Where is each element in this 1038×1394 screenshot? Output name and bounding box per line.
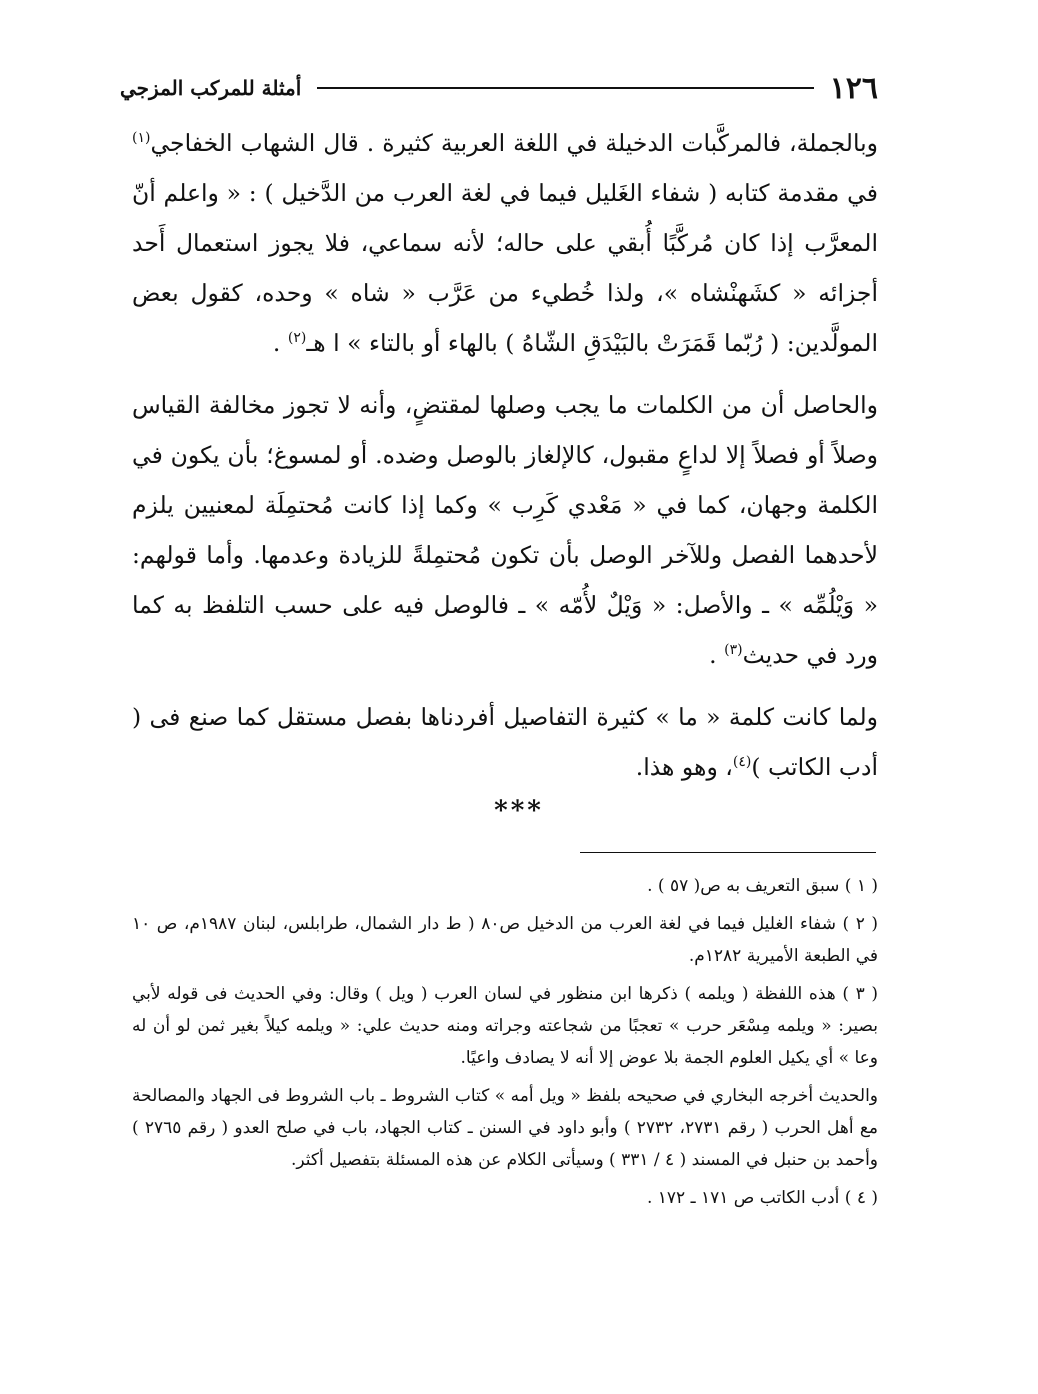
- paragraph-2-part-b: .: [709, 641, 725, 669]
- paragraph-1-part-b: في مقدمة كتابه ( شفاء الغَليل فيما في لغة العرب من الدَّخيل ) : « واعلم أنّ المعرَّب إذا كان مُركَّبًا أُبقي على حاله؛ لأنه سماعي، فلا يجوز استعمال أَحد أجزائه « كشَهنْشاه »، ولذا خُطيء من عَرَّب « شاه » وحده، كقول بعض المولَّدين: ( رُبّما قَمَرَتْ بالبَيْدَقِ الشّاهُ ) بالهاء أو بالتاء » ا هـ: [132, 179, 878, 357]
- header-rule: [317, 87, 813, 89]
- paragraph-3-part-b: ، وهو هذا.: [635, 753, 733, 781]
- paragraph-1: [132, 118, 878, 368]
- footnote-3: ( ٣ ) هذه اللفظة ( ويلمه ) ذكرها ابن منظور في لسان العرب ( ويل ) وقال: وفي الحديث فى قوله لأبي بصير: « ويلمه مِسْعَر حرب » تعجبًا من شجاعته وجراته ومنه حديث علي: « ويلمه كيلاً بغير ثمن لو أن له وعا » أي يكيل العلوم الجمة بلا عوض إلا أنه لا يصادف واعيًا.: [132, 984, 878, 1068]
- footnote-2: ( ٢ ) شفاء الغليل فيما في لغة العرب من الدخيل ص٨٠ ( ط دار الشمال، طرابلس، لبنان ١٩٨٧م، ص ١٠ في الطبعة الأميرية ١٢٨٢م.: [132, 914, 879, 966]
- footnote-4: ( ٤ ) أدب الكاتب ص ١٧١ ـ ١٧٢ .: [646, 1188, 878, 1208]
- footnotes: [132, 870, 878, 1214]
- main-text: [132, 118, 878, 792]
- page-number: ١٢٦: [829, 70, 878, 106]
- footnote-3-continued: والحديث أخرجه البخاري في صحيحه بلفظ « ويل أمه » كتاب الشروط ـ باب الشروط فى الجهاد والمصالحة مع أهل الحرب ( رقم ٢٧٣١، ٢٧٣٢ ) وأبو داود في السنن ـ كتاب الجهاد، باب في صلح العدو ( رقم ٢٧٦٥ ) وأحمد بن حنبل في المسند ( ٤ / ٣٣١ ) وسيأتى الكلام عن هذه المسئلة بتفصيل أكثر.: [132, 1086, 878, 1170]
- section-separator: ***: [494, 796, 544, 826]
- footnote-ref-1: (١): [132, 130, 151, 147]
- footnote-ref-4: (٤): [732, 754, 752, 771]
- paragraph-2: [132, 380, 878, 680]
- footnote-rule: [580, 852, 876, 853]
- footnote-ref-3: (٣): [724, 642, 743, 659]
- paragraph-2-part-a: والحاصل أن من الكلمات ما يجب وصلها لمقتضٍ، وأنه لا تجوز مخالفة القياس وصلاً أو فصلاً إلا لداعٍ مقبول، كالإلغاز بالوصل وضده. أو لمسوغ؛ بأن يكون في الكلمة وجهان، كما في « مَعْدي كَرِب » وكما إذا كانت مُحتمِلَة لمعنيين يلزم لأحدهما الفصل وللآخر الوصل بأن تكون مُحتمِلةً للزيادة وعدمها. وأما قولهم: « وَيْلُمِّه » ـ والأصل: « وَيْلٌ لأُمّه » ـ فالوصل فيه على حسب التلفظ به كما ورد في حديث: [132, 391, 878, 669]
- running-title: أمثلة للمركب المزجي: [120, 76, 302, 100]
- paragraph-3: [132, 692, 878, 792]
- page-header: [120, 66, 878, 110]
- paragraph-1-part-a: وبالجملة، فالمركَّبات الدخيلة في اللغة العربية كثيرة . قال الشهاب الخفاجي: [150, 129, 878, 157]
- paragraph-1-part-c: .: [272, 329, 288, 357]
- paragraph-3-part-a: ولما كانت كلمة « ما » كثيرة التفاصيل أفردناها بفصل مستقل كما صنع فى ( أدب الكاتب ): [132, 703, 878, 781]
- footnote-1: ( ١ ) سبق التعريف به ص( ٥٧ ) .: [647, 876, 878, 896]
- footnote-ref-2: (٢): [287, 330, 307, 347]
